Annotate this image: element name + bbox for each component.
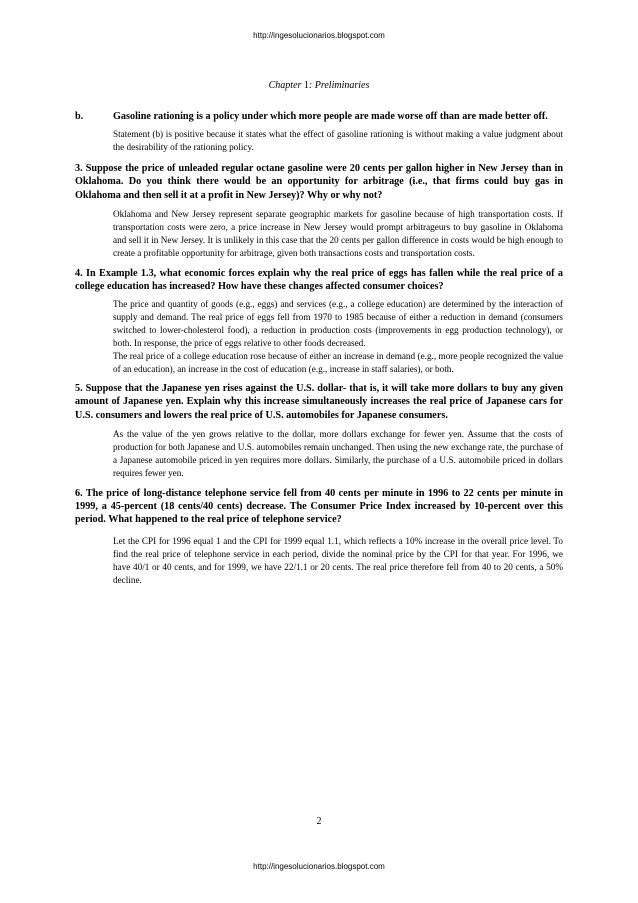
answer-5: As the value of the yen grows relative to the dollar, more dollars exchange for fewer yen. Assume that the costs of production for both Japanese and U.S. automobiles remain unchanged. Then using the new exchange rate, the purchase of a Japanese automobile priced in yen requires more dollars. Similarly, the purchase of a U.S. automobile priced in dollars requires fewer yen. (113, 428, 563, 478)
question-4: 4. In Example 1.3, what economic forces explain why the real price of eggs has fallen while the real price of a college education has increased? How have these changes affected consumer choices? (75, 267, 563, 293)
page-number: 2 (316, 816, 322, 827)
question-b (75, 110, 563, 123)
answer-4-paragraph-2: The real price of a college education rose because of either an increase in demand (e.g., more people recognized the value of an education), an increase in the cost of education (e.g., increase in staff salaries), or both. (113, 351, 563, 375)
question-6: 6. The price of long-distance telephone service fell from 40 cents per minute in 1996 to 22 cents per minute in 1999, a 45-percent (18 cents/40 cents) decrease. The Consumer Price Index increased by 10-percent over this period. What happened to the real price of telephone service? (75, 487, 563, 526)
header-url[interactable]: http://ingesolucionarios.blogspot.com (253, 31, 385, 40)
question-5: 5. Suppose that the Japanese yen rises against the U.S. dollar- that is, it will take more dollars to buy any given amount of Japanese yen. Explain why this increase simultaneously increases the real price of Japanese cars for U.S. consumers and lowers the real price of U.S. automobiles for Japanese consumers. (75, 383, 563, 421)
page-content (75, 110, 563, 587)
question-b-label: b. (75, 111, 84, 122)
question-b-text: Gasoline rationing is a policy under which more people are made worse off than are made better off. (113, 111, 548, 122)
chapter-number: 1 (303, 80, 309, 91)
chapter-label: Chapter (268, 80, 302, 91)
answer-6: Let the CPI for 1996 equal 1 and the CPI for 1999 equal 1.1, which reflects a 10% increase in the overall price level. To find the real price of telephone service in each period, divide the nominal price by the CPI for that year. For 1996, we have 40/1 or 40 cents, and for 1999, we have 22/1.1 or 20 cents. The real price therefore fell from 40 to 20 cents, a 50% decline. (113, 536, 563, 586)
question-3: 3. Suppose the price of unleaded regular octane gasoline were 20 cents per gallon higher in New Jersey than in Oklahoma. Do you think there would be an opportunity for arbitrage (i.e., that firms could buy gas in Oklahoma and then sell it at a profit in New Jersey)? Why or why not? (75, 163, 563, 201)
answer-b: Statement (b) is positive because it states what the effect of gasoline rationing is without making a value judgment about the desirability of the rationing policy. (113, 129, 563, 153)
answer-4 (113, 298, 563, 376)
answer-3: Oklahoma and New Jersey represent separate geographic markets for gasoline because of high transportation costs. If transportation costs were zero, a price increase in New Jersey would prompt arbitrageurs to buy gasoline in Oklahoma and sell it in New Jersey. It is unlikely in this case that the 20 cents per gallon difference in costs would be high enough to create a profitable opportunity for arbitrage, given both transactions costs and transportation costs. (113, 208, 563, 258)
chapter-heading (0, 80, 638, 91)
footer-url[interactable]: http://ingesolucionarios.blogspot.com (253, 862, 385, 871)
chapter-title: : Preliminaries (308, 80, 370, 91)
answer-4-paragraph-1: The price and quantity of goods (e.g., eggs) and services (e.g., a college education) are determined by the interaction of supply and demand. The real price of eggs fell from 1970 to 1985 because of either a reduction in demand (consumers switched to lower-cholesterol food), a reduction in production costs (improvements in egg production technology), or both. In response, the price of eggs relative to other foods decreased. (113, 299, 563, 349)
